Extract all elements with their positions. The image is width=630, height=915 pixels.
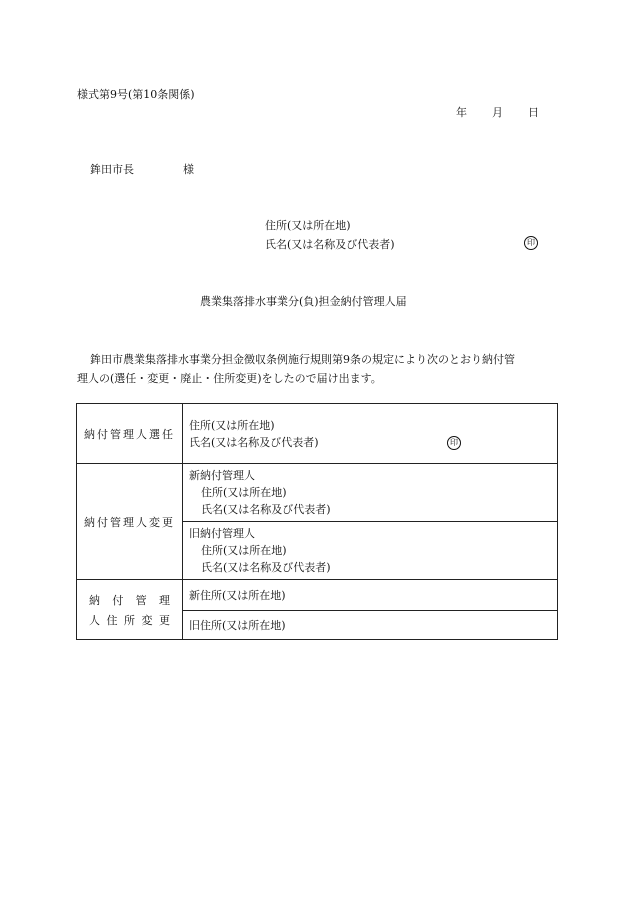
appointment-name: 氏名(又は名称及び代表者) — [189, 435, 319, 449]
old-address-label: 旧住所(又は所在地) — [189, 618, 286, 632]
appointment-address: 住所(又は所在地) — [189, 418, 275, 432]
label-char: 納 — [89, 593, 100, 607]
change-label: 納付管理人変更 — [77, 464, 183, 580]
old-manager-heading: 旧納付管理人 — [189, 527, 255, 540]
table-row-appointment — [77, 404, 558, 464]
body-line-1: 鉾田市農業集落排水事業分担金徴収条例施行規則第9条の規定により次のとおり納付管 — [90, 353, 515, 366]
date-month: 月 — [492, 106, 503, 119]
label-char: 管 — [135, 593, 147, 607]
change-old-cell — [183, 522, 558, 580]
label-char: 所 — [124, 613, 135, 627]
applicant-address-label: 住所(又は所在地) — [265, 219, 351, 232]
new-address-cell — [183, 580, 558, 611]
applicant-seal — [524, 235, 538, 250]
change-new-cell — [183, 464, 558, 522]
address-change-label — [77, 580, 183, 640]
new-manager-heading: 新納付管理人 — [189, 469, 255, 482]
applicant-name-label: 氏名(又は名称及び代表者) — [265, 238, 395, 251]
body-line-2: 理人の(選任・変更・廃止・住所変更)をしたので届け出ます。 — [77, 372, 382, 385]
date-day: 日 — [528, 106, 539, 119]
appointment-seal: 印 — [447, 436, 461, 450]
label-char: 理 — [158, 593, 170, 607]
seal-mark: 印 — [524, 236, 538, 250]
old-manager-address: 住所(又は所在地) — [201, 544, 287, 557]
form-table — [76, 403, 558, 640]
document-title: 農業集落排水事業分(負)担金納付管理人届 — [200, 295, 407, 308]
label-char: 更 — [159, 613, 170, 627]
table-row-change-new — [77, 464, 558, 522]
label-char: 人 — [89, 613, 100, 627]
appointment-cell — [183, 404, 558, 464]
table-row-address-change-new — [77, 580, 558, 611]
label-char: 変 — [141, 613, 153, 627]
addressee-honorific: 様 — [183, 163, 194, 176]
label-char: 付 — [112, 593, 124, 607]
new-manager-address: 住所(又は所在地) — [201, 486, 287, 499]
addressee-name: 鉾田市長 — [90, 163, 134, 176]
new-address-label: 新住所(又は所在地) — [189, 588, 286, 602]
date-year: 年 — [456, 106, 467, 119]
form-number: 様式第9号(第10条関係) — [77, 88, 195, 101]
label-char: 住 — [106, 613, 118, 627]
new-manager-name: 氏名(又は名称及び代表者) — [201, 503, 331, 516]
appointment-label: 納付管理人選任 — [77, 404, 183, 464]
old-manager-name: 氏名(又は名称及び代表者) — [201, 561, 331, 574]
old-address-cell — [183, 611, 558, 640]
